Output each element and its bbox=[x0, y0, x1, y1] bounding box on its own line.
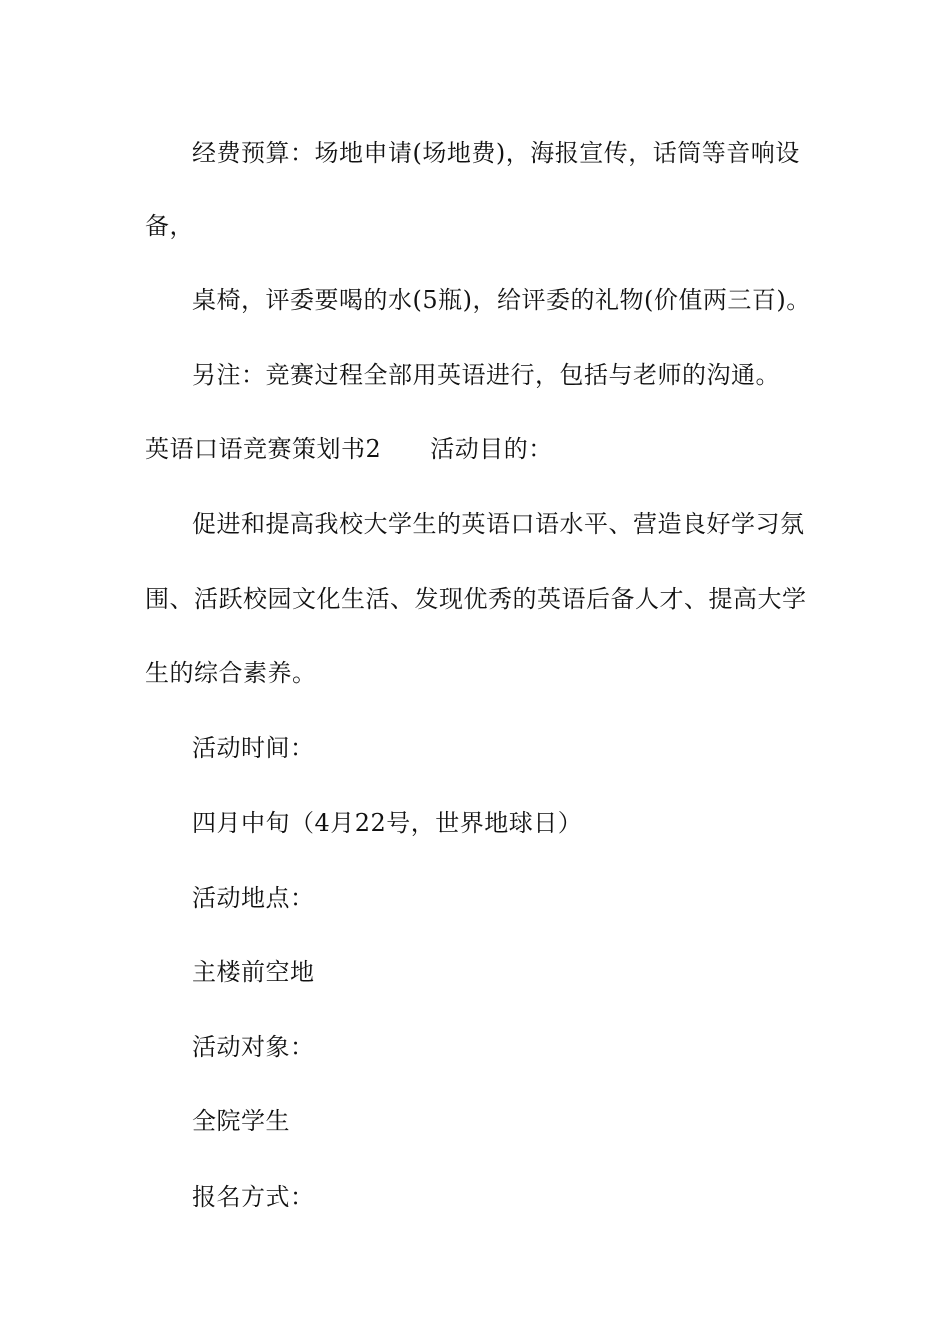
note-paragraph: 另注：竞赛过程全部用英语进行，包括与老师的沟通。 bbox=[192, 361, 780, 389]
budget-paragraph-line-1: 经费预算：场地申请(场地费)，海报宣传，话筒等音响设 bbox=[192, 139, 800, 167]
time-label: 活动时间： bbox=[192, 734, 315, 762]
time-value: 四月中旬（4月22号，世界地球日） bbox=[192, 809, 583, 837]
audience-label: 活动对象： bbox=[192, 1033, 315, 1061]
section-heading: 英语口语竞赛策划书2 活动目的： bbox=[145, 435, 553, 463]
purpose-paragraph-line-2: 围、活跃校园文化生活、发现优秀的英语后备人才、提高大学 bbox=[145, 585, 807, 613]
budget-paragraph-line-3: 桌椅，评委要喝的水(5瓶)，给评委的礼物(价值两三百)。 bbox=[192, 286, 811, 314]
location-value: 主楼前空地 bbox=[192, 958, 315, 986]
budget-paragraph-line-2: 备， bbox=[145, 212, 194, 240]
registration-label: 报名方式： bbox=[192, 1183, 315, 1211]
purpose-paragraph-line-3: 生的综合素养。 bbox=[145, 659, 317, 687]
purpose-paragraph-line-1: 促进和提高我校大学生的英语口语水平、营造良好学习氛 bbox=[192, 510, 805, 538]
audience-value: 全院学生 bbox=[192, 1107, 290, 1135]
location-label: 活动地点： bbox=[192, 884, 315, 912]
